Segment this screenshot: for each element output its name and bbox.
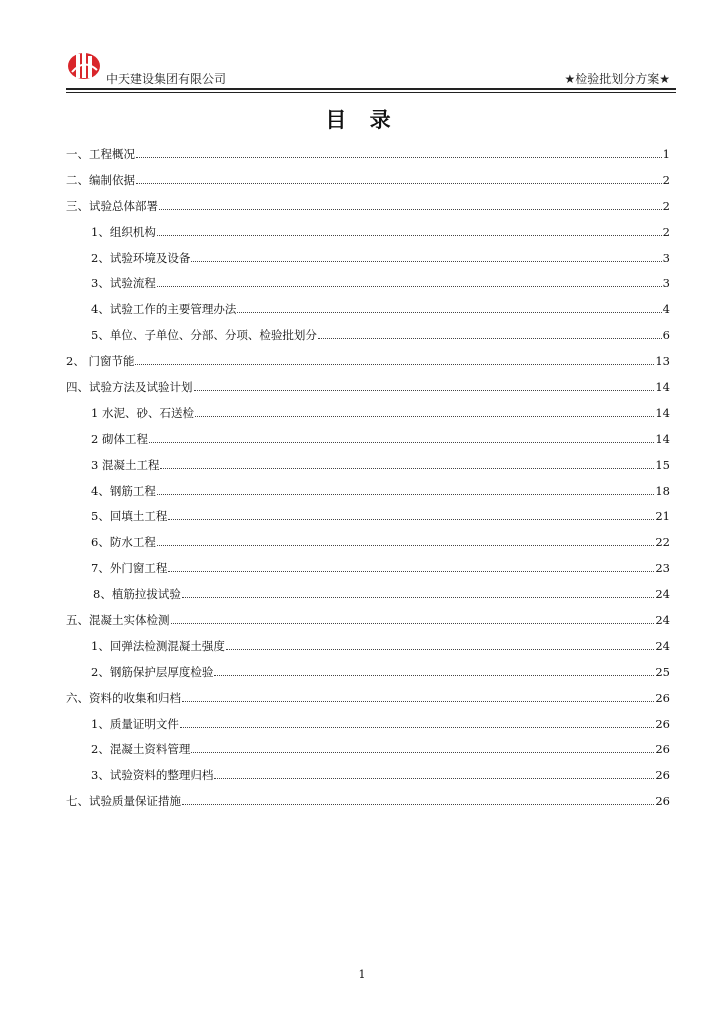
toc-leader-dots [157,235,662,236]
toc-entry-text: 3、试验流程 [91,276,156,291]
document-scheme-title: ★检验批划分方案★ [564,72,670,86]
toc-entry[interactable] [66,353,670,379]
toc-entry-text: 2 砌体工程 [91,431,148,446]
toc-entry[interactable] [66,327,670,353]
toc-entry-page: 14 [655,431,670,446]
toc-leader-dots [191,752,654,753]
toc-leader-dots [136,183,662,184]
toc-leader-dots [157,286,662,287]
toc-entry-text: 1、组织机构 [91,224,156,239]
page-header [66,48,676,90]
toc-entry[interactable] [66,250,670,276]
toc-leader-dots [226,649,655,650]
toc-leader-dots [149,442,654,443]
toc-entry-page: 26 [655,794,670,809]
toc-entry-page: 2 [662,198,670,213]
toc-entry-text: 5、回填土工程 [91,509,168,524]
toc-leader-dots [195,416,654,417]
toc-entry[interactable] [66,560,670,586]
toc-entry-page: 24 [655,638,670,653]
toc-entry-text: 6、防水工程 [91,535,156,550]
toc-entry-page: 18 [655,483,670,498]
toc-entry[interactable] [66,457,670,483]
toc-entry[interactable] [66,405,670,431]
toc-entry-page: 25 [655,664,670,679]
toc-entry-text: 2、钢筋保护层厚度检验 [91,664,214,679]
toc-entry[interactable] [66,664,670,690]
toc-leader-dots [180,727,655,728]
toc-leader-dots [171,623,655,624]
toc-entry[interactable] [66,275,670,301]
toc-entry-page: 2 [662,224,670,239]
toc-entry-text: 二、编制依据 [66,172,135,187]
toc-entry-page: 26 [655,716,670,731]
toc-title: 目 录 [325,108,399,132]
header-rule-thick [66,88,676,90]
toc-entry[interactable] [66,146,670,172]
toc-entry[interactable] [66,198,670,224]
toc-entry-text: 7、外门窗工程 [91,561,168,576]
toc-entry-text: 1 水泥、砂、石送检 [91,405,194,420]
toc-entry-page: 26 [655,768,670,783]
toc-leader-dots [318,338,662,339]
toc-entry-page: 3 [662,250,670,265]
toc-entry-text: 七、试验质量保证措施 [66,794,181,809]
toc-entry-text: 2、混凝土资料管理 [91,742,191,757]
toc-entry-page: 24 [655,587,670,602]
toc-entry-page: 2 [662,172,670,187]
toc-entry-page: 24 [655,613,670,628]
toc-entry[interactable] [66,612,670,638]
toc-entry-page: 14 [655,380,670,395]
toc-leader-dots [136,157,662,158]
toc-entry-page: 6 [662,328,670,343]
toc-entry[interactable] [66,301,670,327]
toc-entry-page: 15 [655,457,670,472]
toc-entry-text: 2、试验环境及设备 [91,250,191,265]
toc-entry-text: 3、试验资料的整理归档 [91,768,214,783]
toc-leader-dots [194,390,655,391]
toc-entry[interactable] [66,793,670,819]
toc-leader-dots [168,571,654,572]
toc-entry-text: 4、钢筋工程 [91,483,156,498]
toc-entry-page: 21 [655,509,670,524]
toc-entry-page: 3 [662,276,670,291]
toc-leader-dots [182,701,654,702]
toc-entry-text: 三、试验总体部署 [66,198,158,213]
toc-leader-dots [168,519,654,520]
toc-entry[interactable] [66,767,670,793]
toc-entry-page: 13 [655,354,670,369]
toc-leader-dots [159,209,662,210]
toc-entry[interactable] [66,716,670,742]
toc-leader-dots [157,494,655,495]
toc-entry-text: 一、工程概况 [66,147,135,161]
toc-entry[interactable] [66,690,670,716]
toc-entry-text: 1、质量证明文件 [91,716,179,731]
toc-entry-text: 1、回弹法检测混凝土强度 [91,638,225,653]
toc-entry-text: 六、资料的收集和归档 [66,690,181,705]
table-of-contents [66,146,670,819]
toc-leader-dots [182,804,654,805]
toc-entry[interactable] [66,483,670,509]
toc-entry-page: 26 [655,690,670,705]
toc-entry-page: 4 [662,302,670,317]
toc-entry-text: 5、单位、子单位、分部、分项、检验批划分 [91,328,317,343]
toc-entry-page: 22 [655,535,670,550]
toc-entry-page: 23 [655,561,670,576]
toc-leader-dots [191,261,661,262]
toc-entry-page: 26 [655,742,670,757]
toc-leader-dots [157,545,655,546]
toc-entry[interactable] [66,172,670,198]
toc-entry[interactable] [66,534,670,560]
toc-entry-text: 2、 门窗节能 [66,354,135,369]
toc-entry-text: 3 混凝土工程 [91,457,160,472]
company-name: 中天建设集团有限公司 [106,72,227,86]
toc-entry[interactable] [66,741,670,767]
toc-leader-dots [237,312,661,313]
toc-leader-dots [182,597,655,598]
toc-entry-text: 4、试验工作的主要管理办法 [91,302,237,317]
toc-leader-dots [160,468,654,469]
page-number: 1 [358,968,366,981]
toc-leader-dots [214,675,654,676]
company-logo-icon [66,50,102,82]
toc-entry[interactable] [66,638,670,664]
toc-entry[interactable] [66,379,670,405]
toc-entry[interactable] [66,508,670,534]
toc-leader-dots [135,364,654,365]
header-rule-thin [66,92,676,93]
toc-entry-text: 五、混凝土实体检测 [66,613,170,628]
toc-entry-text: 8、植筋拉拔试验 [93,587,181,602]
toc-entry[interactable] [66,224,670,250]
toc-entry-text: 四、试验方法及试验计划 [66,380,193,395]
toc-leader-dots [214,778,654,779]
toc-entry-page: 1 [662,147,670,161]
toc-entry[interactable] [66,586,670,612]
toc-entry[interactable] [66,431,670,457]
toc-entry-page: 14 [655,405,670,420]
